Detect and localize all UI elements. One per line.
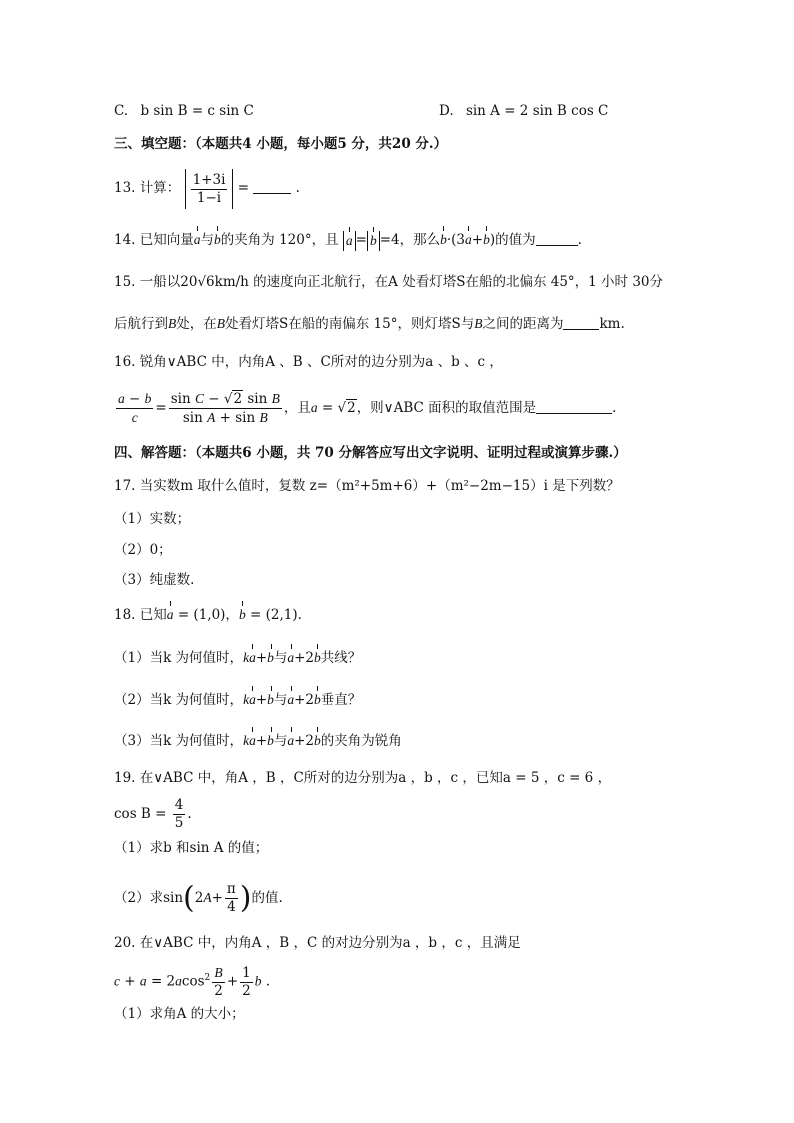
q17-part-2: （2）0；: [114, 542, 172, 558]
q15-text-1: 一船以20√6km/h 的速度向正北航行，在A 处看灯塔S在船的北偏东 45°，1 小时 30分: [139, 274, 664, 290]
question-17-stem: 17. 当实数m 取什么值时，复数 z=（m²+5m+6）+（m²−2m−15）i 是下列数？: [114, 478, 620, 494]
question-13: 13. 计算： $\frac{1+3i}{1-i}$ = .: [114, 168, 300, 209]
question-15-line-2: 后航行到B处，在B处看灯塔S在船的南偏东 15°，则灯塔S与B之间的距离为 km.: [114, 316, 625, 332]
option-d-expr: sin A = 2 sin B cos C: [465, 103, 609, 119]
q19-cos-den: 5: [174, 815, 184, 831]
option-d-label: D.: [439, 103, 454, 119]
q15-unit: km.: [599, 316, 625, 332]
q20-number: 20.: [114, 935, 136, 951]
question-19-stem: [114, 768, 611, 788]
q18-part-3-tail: 的夹角为锐角: [320, 733, 402, 749]
q14-text-2: 与: [200, 232, 215, 248]
q19-text: 在∨ABC 中，角A ，B ，C所对的边分别为a ，b ，c ，已知a = 5 ，c = 6 ，: [139, 770, 612, 786]
q13-denominator: 1−i: [196, 189, 222, 206]
section-4-header: 四、解答题：（本题共6 小题，共 70 分解答应写出文字说明、证明过程或演算步骤.）: [114, 445, 627, 461]
section-3-header: 三、填空题：（本题共4 小题，每小题5 分，共20 分.）: [114, 136, 448, 152]
q15-text-2c: 处看灯塔S在船的南偏东 15°，则灯塔S与: [225, 316, 475, 332]
option-c-label: C.: [114, 103, 129, 119]
q16-end: .: [612, 400, 617, 416]
q15-text-2d: 之间的距离为: [482, 316, 564, 332]
q15-text-2b: 处，在: [176, 316, 217, 332]
question-20-stem: [114, 933, 521, 953]
q13-fraction: [191, 172, 228, 207]
q14-tail: .: [577, 232, 582, 248]
q13-abs: [185, 169, 234, 209]
q20-part-1: （1）求角A 的大小；: [114, 1006, 245, 1022]
q18-part-2: （2）当k 为何值时，ka+b与a+2b垂直？: [114, 692, 362, 708]
q13-numerator: 1+3i: [192, 171, 226, 188]
q19-part-2-text: （2）求: [114, 890, 164, 906]
q18-part-1-tail: 共线？: [320, 650, 362, 666]
q13-number: 13.: [114, 180, 136, 196]
q19-part-2-tail: 的值.: [251, 890, 283, 906]
q13-text: 计算：: [139, 180, 181, 196]
option-c-expr: b sin B = c sin C: [140, 103, 254, 119]
q18-number: 18.: [114, 607, 136, 623]
q18-part-3-text: （3）当k 为何值时，: [114, 733, 244, 749]
q19-cos-label: cos B =: [114, 806, 167, 822]
option-d: [439, 101, 608, 121]
q14-text-4: ，那么: [399, 232, 441, 248]
q15-text-2a: 后航行到: [114, 316, 168, 332]
q16-text-2: ，且: [283, 400, 311, 416]
q19-part-1: （1）求b 和sin A 的值；: [114, 840, 269, 856]
q17-part-3: （3）纯虚数.: [114, 572, 195, 588]
question-18-stem: 18. 已知a = (1,0)，b = (2,1).: [114, 607, 302, 623]
q19-number: 19.: [114, 770, 136, 786]
question-16-line-1: [114, 352, 503, 372]
q16-frac-left: $\frac{a - b}{c}$: [118, 391, 152, 425]
q14-text-3: 的夹角为 120°，且: [220, 232, 339, 248]
q13-tail: .: [295, 180, 300, 196]
q18-part-3: （3）当k 为何值时，ka+b与a+2b的夹角为锐角: [114, 733, 402, 749]
q16-answer-blank[interactable]: [536, 399, 612, 414]
q14-text-5: 的值为: [495, 232, 536, 248]
q14-text-1: 已知向量: [139, 232, 194, 248]
q16-frac-right: $\frac{\text{sin C − √2 sin B}}{\text{sin A + sin B}}$: [170, 391, 280, 426]
q16-number: 16.: [114, 354, 136, 370]
q18-part-1-text: （1）当k 为何值时，: [114, 650, 244, 666]
q16-text-3: ，则∨ABC 面积的取值范围是: [356, 400, 537, 416]
q18-part-2-text: （2）当k 为何值时，: [114, 692, 244, 708]
q14-number: 14.: [114, 232, 136, 248]
question-16-line-2: $\frac{a - b}{c}$ = $\frac{\text{sin C − √2 sin B}}{\text{sin A + sin B}}$ ，且a = √2，则∨ABC 面积的取值范围是 .: [118, 391, 617, 426]
q15-answer-blank[interactable]: [563, 315, 599, 330]
q14-answer-blank[interactable]: [536, 231, 578, 246]
q15-number: 15.: [114, 274, 136, 290]
q19-part-2: （2）求sin(2A+ $\frac{\pi}{4}$ )的值.: [114, 880, 283, 916]
q18-part-2-tail: 垂直？: [320, 692, 362, 708]
q20-text: 在∨ABC 中，内角A ，B ，C 的对边分别为a ，b ，c ，且满足: [139, 935, 521, 951]
q18-text: 已知: [139, 607, 167, 623]
q13-answer-blank[interactable]: [253, 179, 291, 194]
question-15-line-1: [114, 272, 663, 292]
q19-cos: cos B = $\frac{4}{5}$ .: [114, 797, 192, 831]
q19-cos-num: 4: [174, 797, 184, 813]
q17-part-1: （1）实数；: [114, 511, 191, 527]
q19-cos-fraction: [173, 797, 186, 832]
question-14: 14. 已知向量a与b的夹角为 120°，且 a = b =4，那么b·(3a+b)的值为 .: [114, 230, 582, 251]
q18-part-1: （1）当k 为何值时，ka+b与a+2b共线？: [114, 650, 362, 666]
q16-text-1: 锐角∨ABC 中，内角A 、B 、C所对的边分别为a 、b 、c ，: [139, 354, 503, 370]
option-c: [114, 101, 254, 121]
q20-equation: c + a = 2acos$^2$ $\frac{B}{2}$ + $\frac{1}{2}$ b .: [114, 964, 271, 999]
